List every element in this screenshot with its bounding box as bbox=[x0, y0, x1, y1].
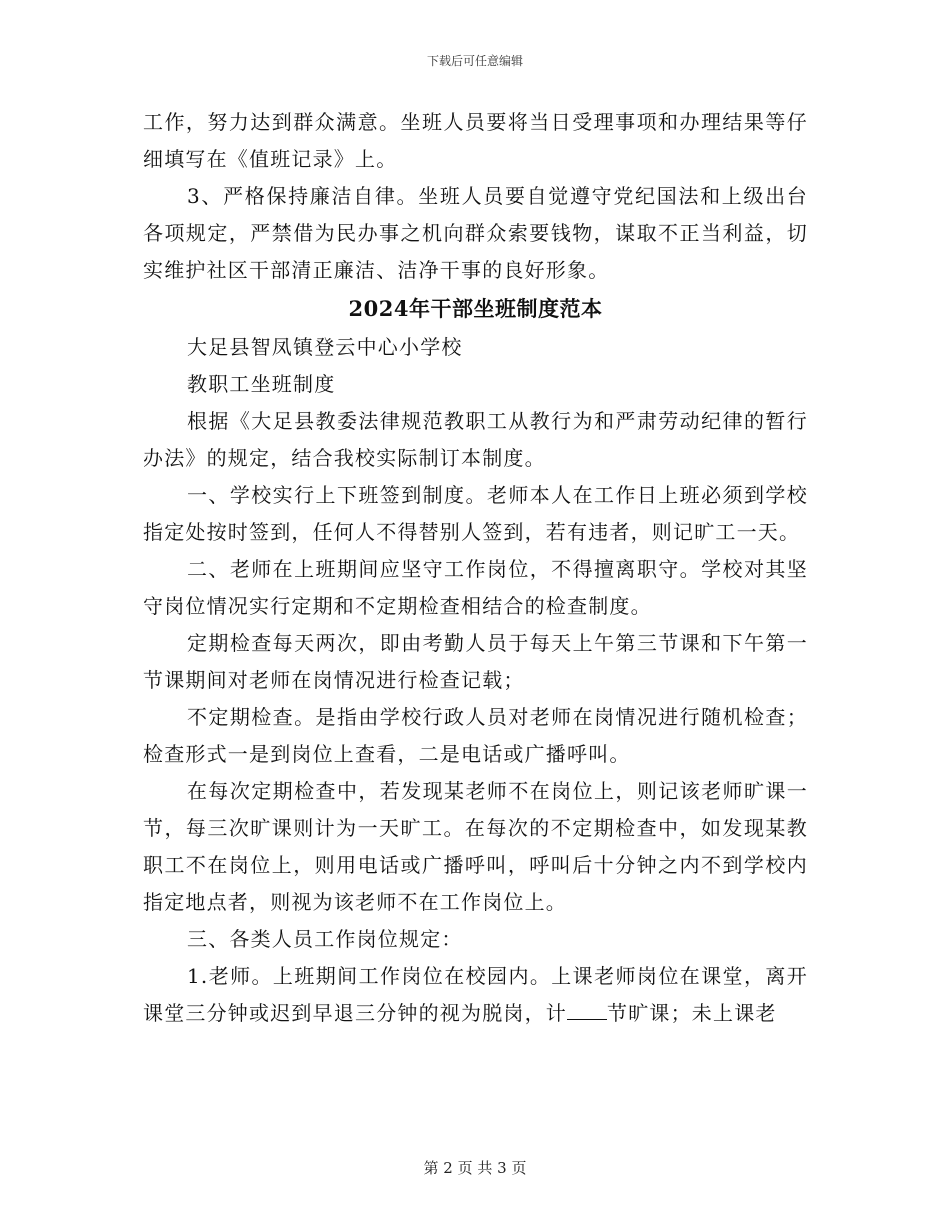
section-title: 2024年干部坐班制度范本 bbox=[348, 296, 603, 321]
paragraph: 工作，努力达到群众满意。坐班人员要将当日受理事项和办理结果等仔细填写在《值班记录》上。 bbox=[143, 110, 808, 171]
paragraph: 定期检查每天两次，即由考勤人员于每天上午第三节课和下午第一节课期间对老师在岗情况进行检查记载； bbox=[143, 631, 808, 692]
paragraph: 二、老师在上班期间应坚守工作岗位，不得擅离职守。学校对其坚守岗位情况实行定期和不定期检查相结合的检查制度。 bbox=[143, 557, 808, 618]
paragraph: 三、各类人员工作岗位规定： bbox=[187, 927, 463, 951]
school-name-line: 大足县智凤镇登云中心小学校 bbox=[187, 335, 463, 359]
paragraph: 一、学校实行上下班签到制度。老师本人在工作日上班必须到学校指定处按时签到，任何人不得替别人签到，若有违者，则记旷工一天。 bbox=[143, 483, 808, 544]
paragraph-text-after-blank: 节旷课；未上课老 bbox=[607, 1001, 777, 1025]
paragraph: 不定期检查。是指由学校行政人员对老师在岗情况进行随机检查；检查形式一是到岗位上查看，二是电话或广播呼叫。 bbox=[143, 705, 808, 766]
paragraph-with-blank bbox=[143, 958, 808, 1032]
paragraph-text-before-blank: 1.老师。上班期间工作岗位在校园内。上课老师岗位在课堂，离开课堂三分钟或迟到早退三分钟的视为脱岗，计 bbox=[143, 964, 808, 1025]
paragraph: 根据《大足县教委法律规范教职工从教行为和严肃劳动纪律的暂行办法》的规定，结合我校实际制订本制度。 bbox=[143, 409, 808, 470]
paragraph: 在每次定期检查中，若发现某老师不在岗位上，则记该老师旷课一节，每三次旷课则计为一天旷工。在每次的不定期检查中，如发现某教职工不在岗位上，则用电话或广播呼叫，呼叫后十分钟之内不到学校内指定地点者，则视为该老师不在工作岗位上。 bbox=[143, 779, 808, 914]
document-body bbox=[143, 104, 808, 1032]
regulation-name-line: 教职工坐班制度 bbox=[187, 372, 336, 396]
fill-in-blank bbox=[567, 1001, 607, 1020]
header-note: 下载后可任意编辑 bbox=[426, 54, 523, 68]
page-footer: 第 2 页 共 3 页 bbox=[423, 1159, 527, 1177]
paragraph: 3、严格保持廉洁自律。坐班人员要自觉遵守党纪国法和上级出台各项规定，严禁借为民办事之机向群众索要钱物，谋取不正当利益，切实维护社区干部清正廉洁、洁净干事的良好形象。 bbox=[143, 184, 808, 282]
